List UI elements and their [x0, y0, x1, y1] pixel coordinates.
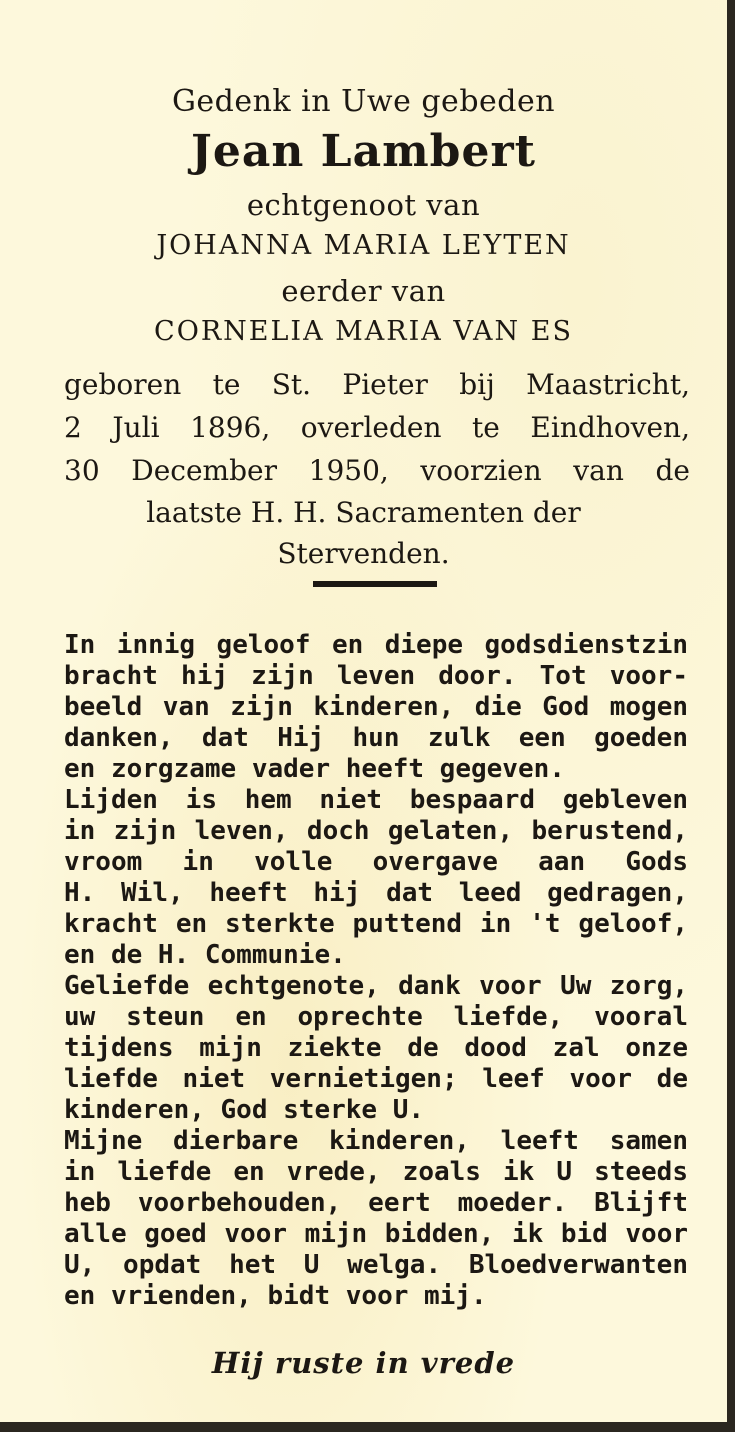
text-line: Lijden is hem niet bespaard gebleven	[64, 785, 688, 815]
text-line: U, opdat het U welga. Bloedverwanten	[64, 1250, 688, 1280]
text-line: in liefde en vrede, zoals ik U steeds	[64, 1157, 688, 1187]
deceased-name: Jean Lambert	[191, 126, 536, 177]
bio-line: geboren te St. Pieter bij Maastricht,	[64, 368, 690, 401]
bio-line: laatste H. H. Sacramenten der	[146, 496, 581, 529]
header-line: Gedenk in Uwe gebeden	[171, 84, 556, 119]
text-line: kinderen, God sterke U.	[64, 1095, 425, 1125]
text-line: uw steun en oprechte liefde, vooral	[64, 1002, 688, 1032]
bio-line: 30 December 1950, voorzien van de	[64, 454, 690, 487]
text-line: H. Wil, heeft hij dat leed gedragen,	[64, 878, 688, 908]
card-edge-right	[727, 0, 735, 1432]
text-line: en vrienden, bidt voor mij.	[64, 1281, 487, 1311]
text-line: In innig geloof en diepe godsdienstzin	[64, 630, 688, 660]
card-edge-bottom	[0, 1422, 735, 1432]
text-line: alle goed voor mijn bidden, ik bid voor	[64, 1219, 688, 1249]
text-line: en de H. Communie.	[64, 940, 346, 970]
bio-line: 2 Juli 1896, overleden te Eindhoven,	[64, 411, 690, 444]
text-line: Mijne dierbare kinderen, leeft samen	[64, 1126, 688, 1156]
bio-line: Stervenden.	[277, 537, 450, 570]
text-line: vroom in volle overgave aan Gods	[64, 847, 688, 877]
text-line: beeld van zijn kinderen, die God mogen	[64, 692, 688, 722]
spouse-name-1: JOHANNA MARIA LEYTEN	[156, 230, 571, 261]
text-line: heb voorbehouden, eert moeder. Blijft	[64, 1188, 688, 1218]
closing-line: Hij ruste in vrede	[211, 1346, 516, 1380]
text-line: liefde niet vernietigen; leef voor de	[64, 1064, 688, 1094]
text-line: bracht hij zijn leven door. Tot voor-	[64, 661, 688, 691]
text-line: en zorgzame vader heeft gegeven.	[64, 754, 565, 784]
text-line: Geliefde echtgenote, dank voor Uw zorg,	[64, 971, 688, 1001]
text-line: kracht en sterkte puttend in 't geloof,	[64, 909, 688, 939]
divider-rule	[313, 581, 437, 587]
text-line: tijdens mijn ziekte de dood zal onze	[64, 1033, 688, 1063]
relation-line-1: echtgenoot van	[246, 188, 481, 222]
text-line: in zijn leven, doch gelaten, berustend,	[64, 816, 688, 846]
spouse-name-2: CORNELIA MARIA VAN ES	[154, 316, 573, 347]
text-line: danken, dat Hij hun zulk een goeden	[64, 723, 688, 753]
relation-line-2: eerder van	[281, 274, 446, 308]
